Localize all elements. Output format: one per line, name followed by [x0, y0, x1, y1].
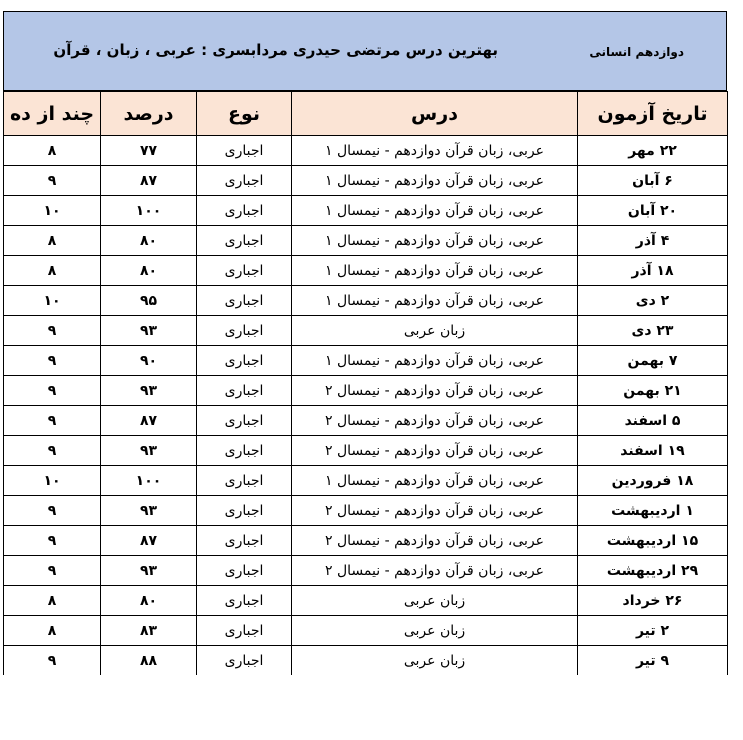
date-cell: ۱۸ آذر	[578, 256, 728, 286]
type-cell: اجباری	[197, 166, 292, 196]
percent-cell: ۱۰۰	[101, 196, 197, 226]
percent-cell: ۹۵	[101, 286, 197, 316]
type-cell: اجباری	[197, 466, 292, 496]
table-row	[4, 586, 728, 616]
table-row	[4, 256, 728, 286]
percent-cell: ۸۷	[101, 166, 197, 196]
date-cell: ۲ تیر	[578, 616, 728, 646]
type-cell: اجباری	[197, 526, 292, 556]
date-cell: ۲ دی	[578, 286, 728, 316]
table-row	[4, 226, 728, 256]
course-cell: زبان عربی	[292, 616, 578, 646]
course-cell: زبان عربی	[292, 586, 578, 616]
date-cell: ۲۱ بهمن	[578, 376, 728, 406]
type-cell: اجباری	[197, 406, 292, 436]
course-cell: عربی، زبان قرآن دوازدهم - نیمسال ۲	[292, 436, 578, 466]
type-cell: اجباری	[197, 316, 292, 346]
course-cell: عربی، زبان قرآن دوازدهم - نیمسال ۱	[292, 286, 578, 316]
score-cell: ۹	[4, 496, 101, 526]
course-cell: عربی، زبان قرآن دوازدهم - نیمسال ۲	[292, 496, 578, 526]
score-cell: ۸	[4, 136, 101, 166]
course-cell: عربی، زبان قرآن دوازدهم - نیمسال ۱	[292, 136, 578, 166]
score-cell: ۸	[4, 256, 101, 286]
date-cell: ۹ تیر	[578, 646, 728, 676]
table-row	[4, 376, 728, 406]
date-cell: ۴ آذر	[578, 226, 728, 256]
score-cell: ۹	[4, 166, 101, 196]
table-row	[4, 316, 728, 346]
column-header-score: چند از ده	[4, 92, 101, 136]
course-cell: عربی، زبان قرآن دوازدهم - نیمسال ۱	[292, 466, 578, 496]
percent-cell: ۸۷	[101, 406, 197, 436]
table-row	[4, 526, 728, 556]
title-banner	[3, 11, 727, 91]
date-cell: ۵ اسفند	[578, 406, 728, 436]
table-row	[4, 346, 728, 376]
course-cell: عربی، زبان قرآن دوازدهم - نیمسال ۱	[292, 256, 578, 286]
table-row	[4, 286, 728, 316]
score-cell: ۱۰	[4, 286, 101, 316]
column-header-date: تاریخ آزمون	[578, 92, 728, 136]
course-cell: عربی، زبان قرآن دوازدهم - نیمسال ۲	[292, 526, 578, 556]
date-cell: ۲۲ مهر	[578, 136, 728, 166]
percent-cell: ۹۳	[101, 496, 197, 526]
type-cell: اجباری	[197, 376, 292, 406]
score-cell: ۱۰	[4, 196, 101, 226]
type-cell: اجباری	[197, 346, 292, 376]
column-header-course: درس	[292, 92, 578, 136]
percent-cell: ۷۷	[101, 136, 197, 166]
score-cell: ۱۰	[4, 466, 101, 496]
percent-cell: ۹۰	[101, 346, 197, 376]
course-cell: زبان عربی	[292, 646, 578, 676]
table-row	[4, 436, 728, 466]
date-cell: ۱ اردیبهشت	[578, 496, 728, 526]
course-cell: عربی، زبان قرآن دوازدهم - نیمسال ۲	[292, 376, 578, 406]
percent-cell: ۹۳	[101, 436, 197, 466]
percent-cell: ۹۳	[101, 376, 197, 406]
score-cell: ۸	[4, 616, 101, 646]
type-cell: اجباری	[197, 586, 292, 616]
column-header-type: نوع	[197, 92, 292, 136]
type-cell: اجباری	[197, 646, 292, 676]
score-cell: ۹	[4, 556, 101, 586]
date-cell: ۷ بهمن	[578, 346, 728, 376]
score-cell: ۸	[4, 226, 101, 256]
type-cell: اجباری	[197, 496, 292, 526]
table-row	[4, 466, 728, 496]
table-row	[4, 166, 728, 196]
percent-cell: ۸۰	[101, 256, 197, 286]
course-cell: عربی، زبان قرآن دوازدهم - نیمسال ۱	[292, 226, 578, 256]
course-cell: عربی، زبان قرآن دوازدهم - نیمسال ۲	[292, 556, 578, 586]
percent-cell: ۸۰	[101, 586, 197, 616]
score-cell: ۹	[4, 526, 101, 556]
course-cell: عربی، زبان قرآن دوازدهم - نیمسال ۱	[292, 196, 578, 226]
type-cell: اجباری	[197, 616, 292, 646]
type-cell: اجباری	[197, 226, 292, 256]
page-title: بهترین درس مرتضی حیدری مردابسری : عربی ، زبان ، قرآن	[53, 41, 498, 59]
type-cell: اجباری	[197, 196, 292, 226]
table-row	[4, 136, 728, 166]
type-cell: اجباری	[197, 286, 292, 316]
table-row	[4, 646, 728, 676]
type-cell: اجباری	[197, 136, 292, 166]
results-table	[3, 91, 728, 675]
date-cell: ۱۸ فروردین	[578, 466, 728, 496]
score-cell: ۹	[4, 436, 101, 466]
type-cell: اجباری	[197, 256, 292, 286]
percent-cell: ۸۳	[101, 616, 197, 646]
course-cell: عربی، زبان قرآن دوازدهم - نیمسال ۲	[292, 406, 578, 436]
grade-label: دوازدهم انسانی	[589, 45, 684, 59]
type-cell: اجباری	[197, 436, 292, 466]
table-row	[4, 556, 728, 586]
course-cell: زبان عربی	[292, 316, 578, 346]
date-cell: ۶ آبان	[578, 166, 728, 196]
course-cell: عربی، زبان قرآن دوازدهم - نیمسال ۱	[292, 346, 578, 376]
date-cell: ۲۹ اردیبهشت	[578, 556, 728, 586]
header-row	[4, 92, 728, 136]
date-cell: ۱۵ اردیبهشت	[578, 526, 728, 556]
date-cell: ۲۶ خرداد	[578, 586, 728, 616]
percent-cell: ۸۷	[101, 526, 197, 556]
score-cell: ۹	[4, 376, 101, 406]
percent-cell: ۱۰۰	[101, 466, 197, 496]
column-header-percent: درصد	[101, 92, 197, 136]
score-cell: ۹	[4, 346, 101, 376]
percent-cell: ۹۳	[101, 316, 197, 346]
table-row	[4, 406, 728, 436]
results-sheet	[3, 11, 727, 675]
percent-cell: ۸۸	[101, 646, 197, 676]
date-cell: ۲۰ آبان	[578, 196, 728, 226]
score-cell: ۹	[4, 646, 101, 676]
table-body	[4, 136, 728, 676]
date-cell: ۲۳ دی	[578, 316, 728, 346]
score-cell: ۸	[4, 586, 101, 616]
table-row	[4, 616, 728, 646]
table-row	[4, 496, 728, 526]
percent-cell: ۸۰	[101, 226, 197, 256]
percent-cell: ۹۳	[101, 556, 197, 586]
score-cell: ۹	[4, 316, 101, 346]
type-cell: اجباری	[197, 556, 292, 586]
table-row	[4, 196, 728, 226]
date-cell: ۱۹ اسفند	[578, 436, 728, 466]
course-cell: عربی، زبان قرآن دوازدهم - نیمسال ۱	[292, 166, 578, 196]
score-cell: ۹	[4, 406, 101, 436]
